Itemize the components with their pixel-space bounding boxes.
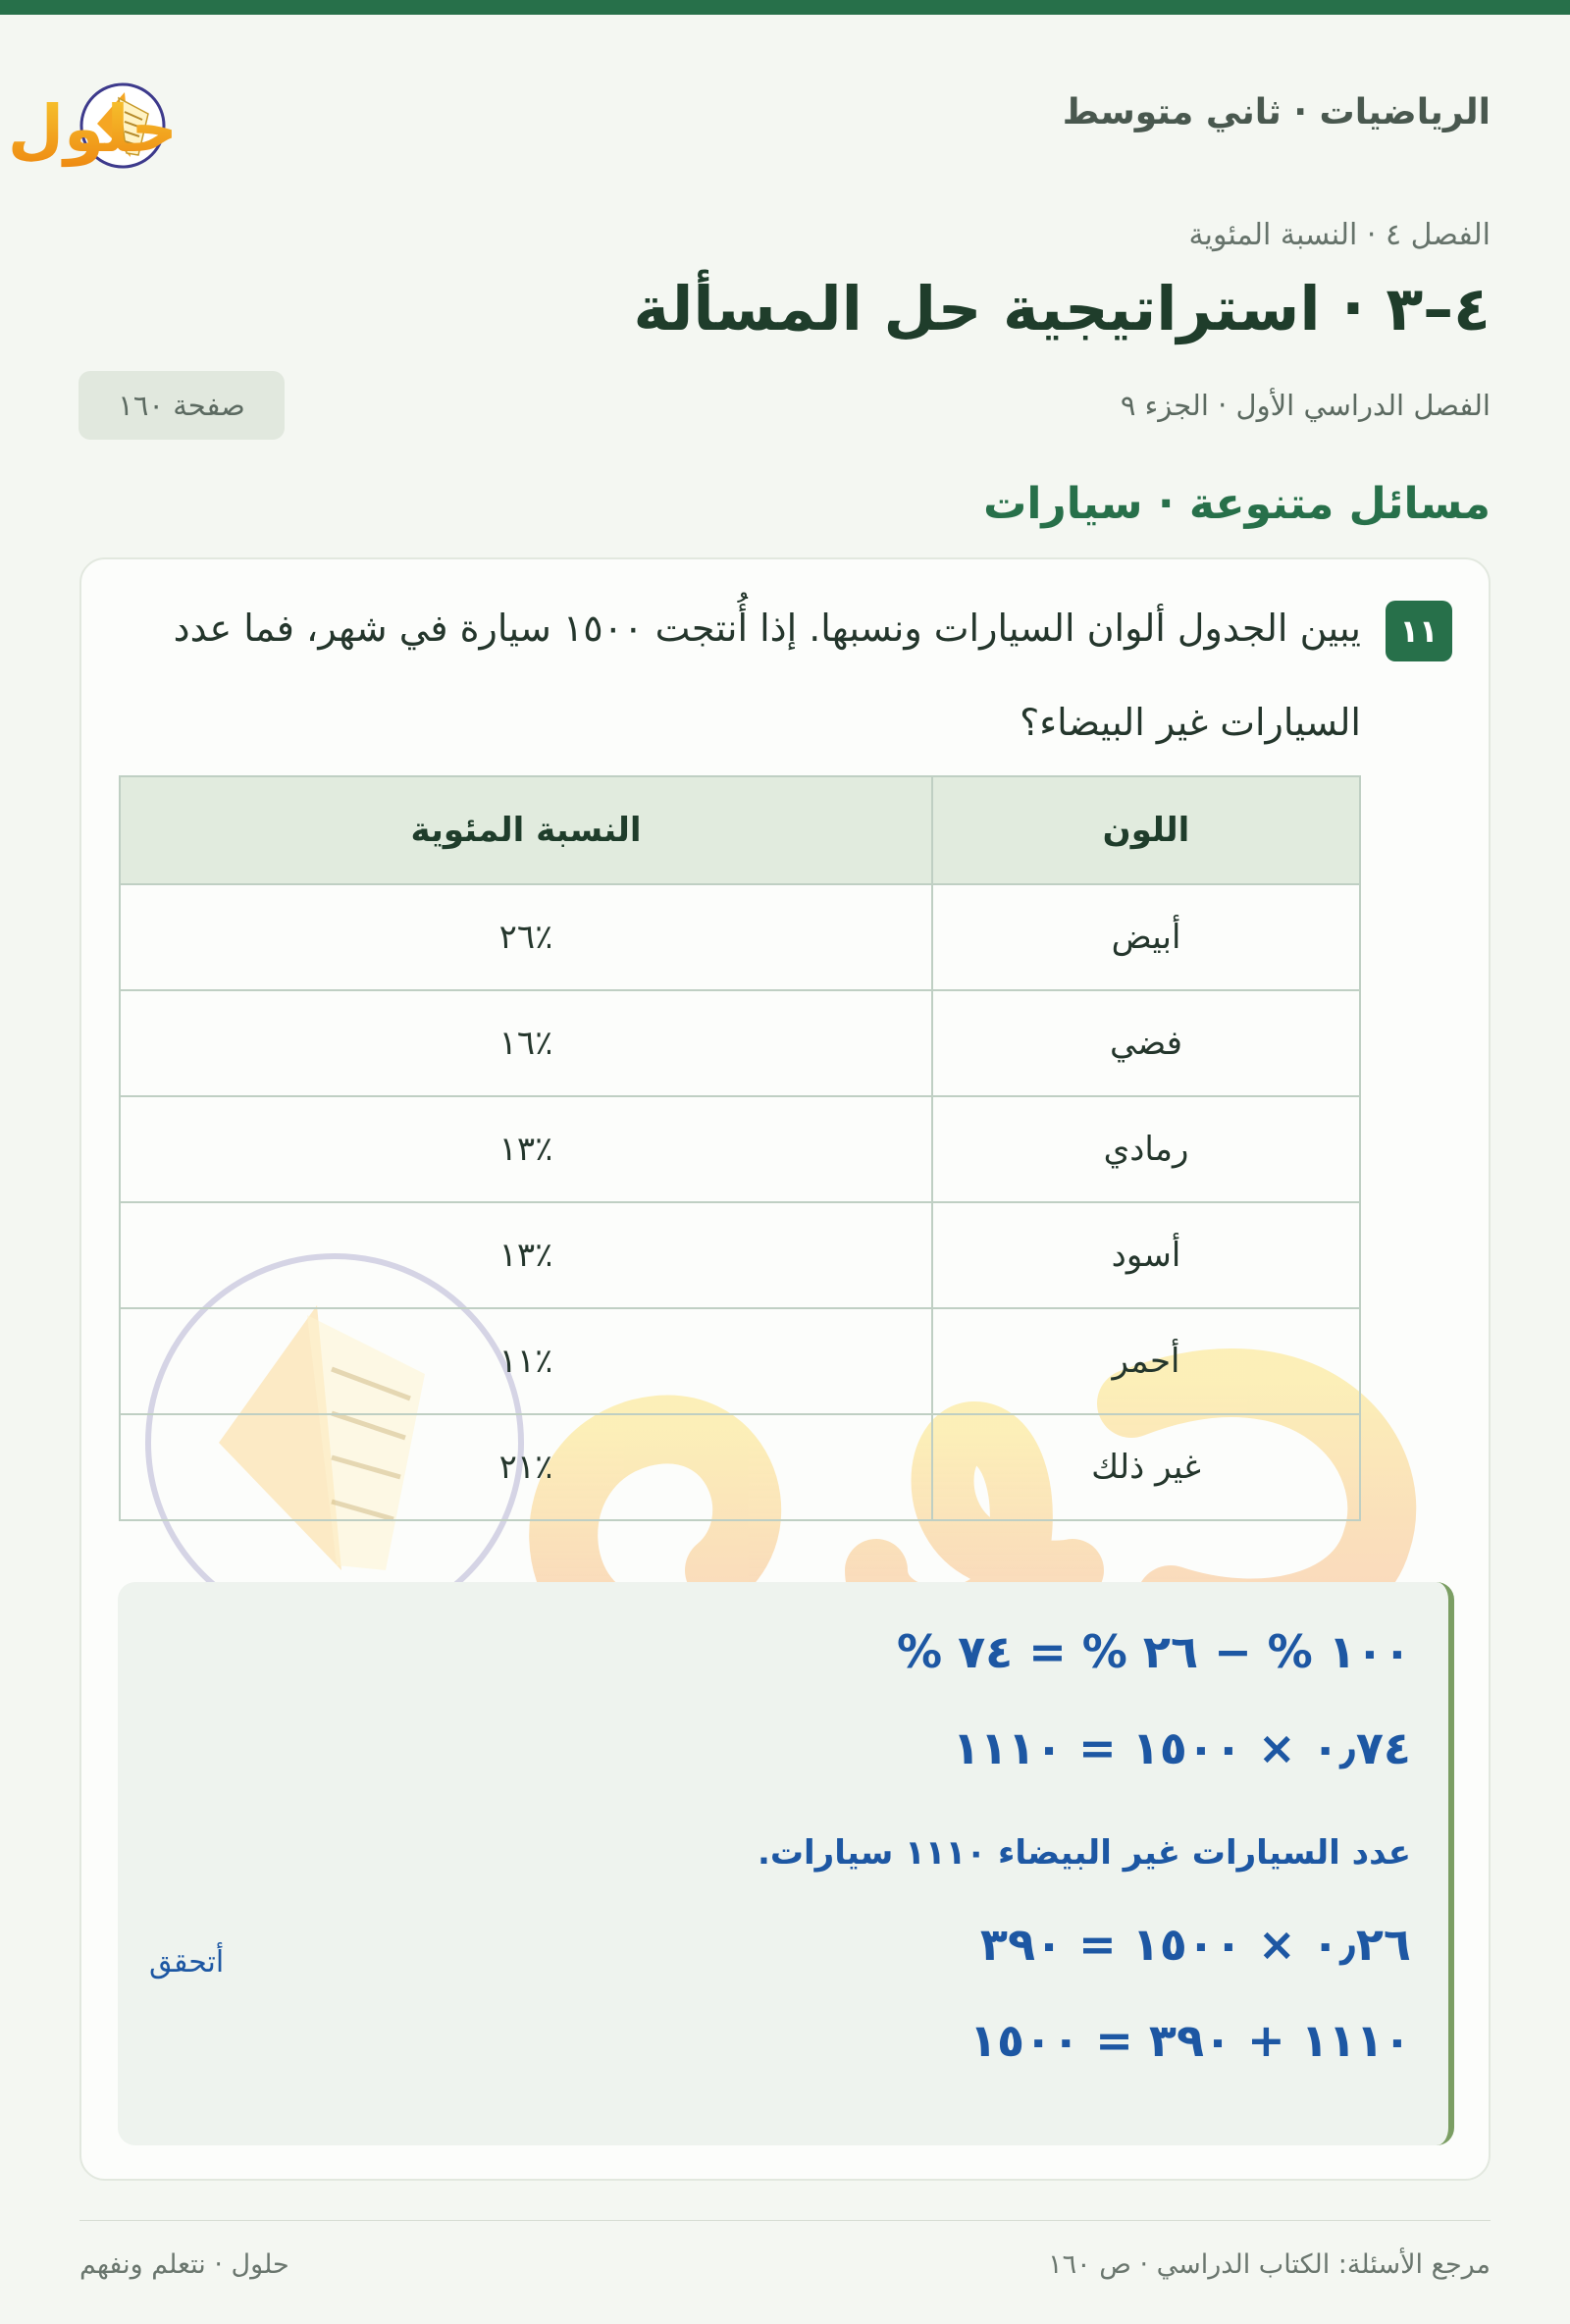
site-header (7, 69, 1491, 177)
table-row (120, 990, 1360, 1096)
footer-divider (79, 2220, 1491, 2221)
hulul-logo[interactable] (7, 69, 344, 177)
cell-color: رمادي (932, 1096, 1360, 1202)
table-row (120, 884, 1360, 990)
cell-color: أبيض (932, 884, 1360, 990)
page-badge: صفحة ١٦٠ (78, 371, 285, 440)
solution-equation-1: ١٠٠ % − ٢٦ % = ٧٤ % (896, 1625, 1411, 1678)
table-row (120, 1202, 1360, 1308)
cell-percent: ٪١١ (120, 1308, 932, 1414)
logo-text: حلول (7, 91, 178, 167)
solution-equation-4: ١١١٠ + ٣٩٠ = ١٥٠٠ (968, 2014, 1411, 2067)
table-row (120, 1414, 1360, 1520)
cell-percent: ٪٢١ (120, 1414, 932, 1520)
table-row (120, 1308, 1360, 1414)
cell-color: غير ذلك (932, 1414, 1360, 1520)
table-row (120, 1096, 1360, 1202)
table-header-row (120, 776, 1360, 884)
cell-color: فضي (932, 990, 1360, 1096)
top-accent-bar (0, 0, 1570, 15)
subject-label: الرياضيات · ثاني متوسط (1062, 92, 1491, 132)
cell-color: أحمر (932, 1308, 1360, 1414)
cell-percent: ٪١٣ (120, 1202, 932, 1308)
cell-percent: ٪١٦ (120, 990, 932, 1096)
question-text: يبين الجدول ألوان السيارات ونسبها. إذا أُنتجت ١٥٠٠ سيارة في شهر، فما عدد السيارات غير البيضاء؟ (173, 607, 1361, 744)
footer-reference: مرجع الأسئلة: الكتاب الدراسي · ص ١٦٠ (1048, 2249, 1491, 2280)
cell-color: أسود (932, 1202, 1360, 1308)
cell-percent: ٪١٣ (120, 1096, 932, 1202)
semester-label: الفصل الدراسي الأول · الجزء ٩ (1120, 389, 1491, 422)
lesson-title: ٤–٣ · استراتيجية حل المسألة (633, 273, 1491, 344)
solution-equation-2: ٠٫٧٤ × ١٥٠٠ = ١١١٠ (952, 1721, 1411, 1774)
question-card (79, 557, 1491, 2181)
solution-equation-3: ٠٫٢٦ × ١٥٠٠ = ٣٩٠ (979, 1918, 1411, 1971)
header-percent: النسبة المئوية (120, 776, 932, 884)
verify-label: أتحقق (149, 1945, 225, 1980)
question-number-badge: ١١ (1386, 601, 1452, 661)
section-title: مسائل متنوعة · سيارات (983, 479, 1491, 529)
header-color: اللون (932, 776, 1360, 884)
solution-answer-note: عدد السيارات غير البيضاء ١١١٠ سيارات. (757, 1833, 1411, 1873)
footer-brand[interactable]: حلول · نتعلم ونفهم (79, 2249, 289, 2280)
cell-percent: ٪٢٦ (120, 884, 932, 990)
car-colors-table (119, 775, 1361, 1521)
breadcrumb[interactable]: الفصل ٤ · النسبة المئوية (1188, 218, 1491, 252)
solution-box (118, 1582, 1454, 2145)
